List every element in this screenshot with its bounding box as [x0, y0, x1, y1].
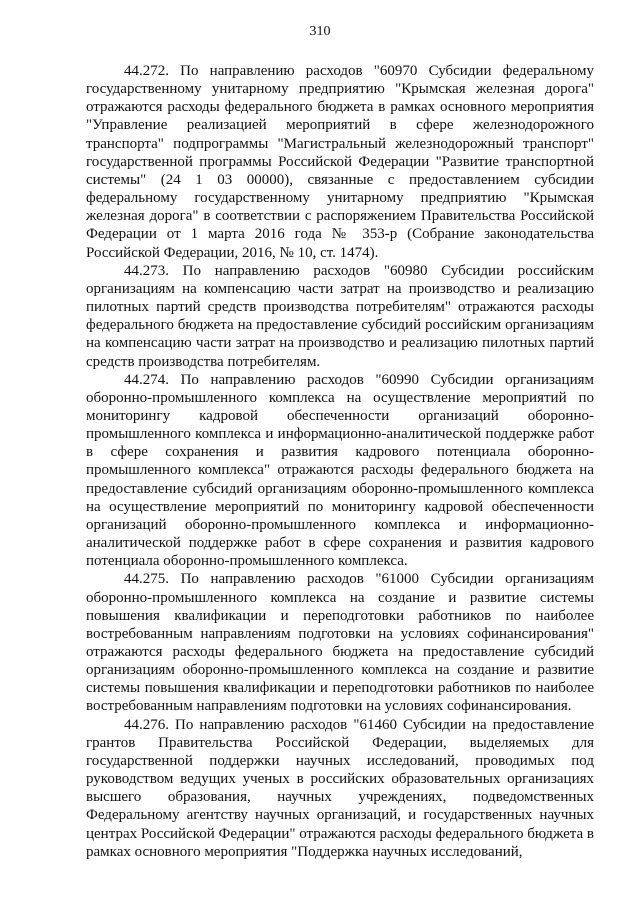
paragraph-44-274: 44.274. По направлению расходов "60990 Субсидии организациям оборонно-промышленного комплекса на осуществление мероприятий по мониторингу кадровой обеспеченности организаций оборонно-промышленного комплекса и информационно-аналитической поддержке работ в сфере сохранения и развития кадрового потенциала оборонно-промышленного комплекса" отражаются расходы федерального бюджета на предоставление субсидий организациям оборонно-промышленного комплекса на осуществление мероприятий по мониторингу кадровой обеспеченности организаций оборонно-промышленного комплекса и информационно-аналитической поддержке работ в сфере сохранения и развития кадрового потенциала оборонно-промышленного комплекса.: [86, 371, 594, 570]
paragraph-44-275: 44.275. По направлению расходов "61000 Субсидии организациям оборонно-промышленного комплекса на создание и развитие системы повышения квалификации и переподготовки работников по наиболее востребованным направлениям подготовки на условиях софинансирования" отражаются расходы федерального бюджета на предоставление субсидий организациям оборонно-промышленного комплекса на создание и развитие системы повышения квалификации и переподготовки работников по наиболее востребованным направлениям подготовки на условиях софинансирования.: [86, 571, 594, 715]
page-number: 310: [309, 24, 331, 39]
paragraph-44-273: 44.273. По направлению расходов "60980 Субсидии российским организациям на компенсацию части затрат на производство и реализацию пилотных партий средств производства потребителям" отражаются расходы федерального бюджета на предоставление субсидий российским организациям на компенсацию части затрат на производство и реализацию пилотных партий средств производства потребителям.: [86, 262, 594, 370]
document-body: [86, 62, 594, 861]
paragraph-44-276: 44.276. По направлению расходов "61460 Субсидии на предоставление грантов Правительства Российской Федерации, выделяемых для государственной поддержки научных исследований, проводимых под руководством ведущих ученых в российских образовательных организациях высшего образования, научных учреждениях, подведомственных Федеральному агентству научных организаций, и государственных научных центрах Российской Федерации" отражаются расходы федерального бюджета в рамках основного мероприятия "Поддержка научных исследований,: [86, 716, 594, 860]
paragraph-44-272: 44.272. По направлению расходов "60970 Субсидии федеральному государственному унитарному предприятию "Крымская железная дорога" отражаются расходы федерального бюджета в рамках основного мероприятия "Управление реализацией мероприятий в сфере железнодорожного транспорта" подпрограммы "Магистральный железнодорожный транспорт" государственной программы Российской Федерации "Развитие транспортной системы" (24 1 03 00000), связанные с предоставлением субсидии федеральному государственному унитарному предприятию "Крымская железная дорога" в соответствии с распоряжением Правительства Российской Федерации от 1 марта 2016 года № 353-р (Собрание законодательства Российской Федерации, 2016, № 10, ст. 1474).: [86, 63, 594, 261]
